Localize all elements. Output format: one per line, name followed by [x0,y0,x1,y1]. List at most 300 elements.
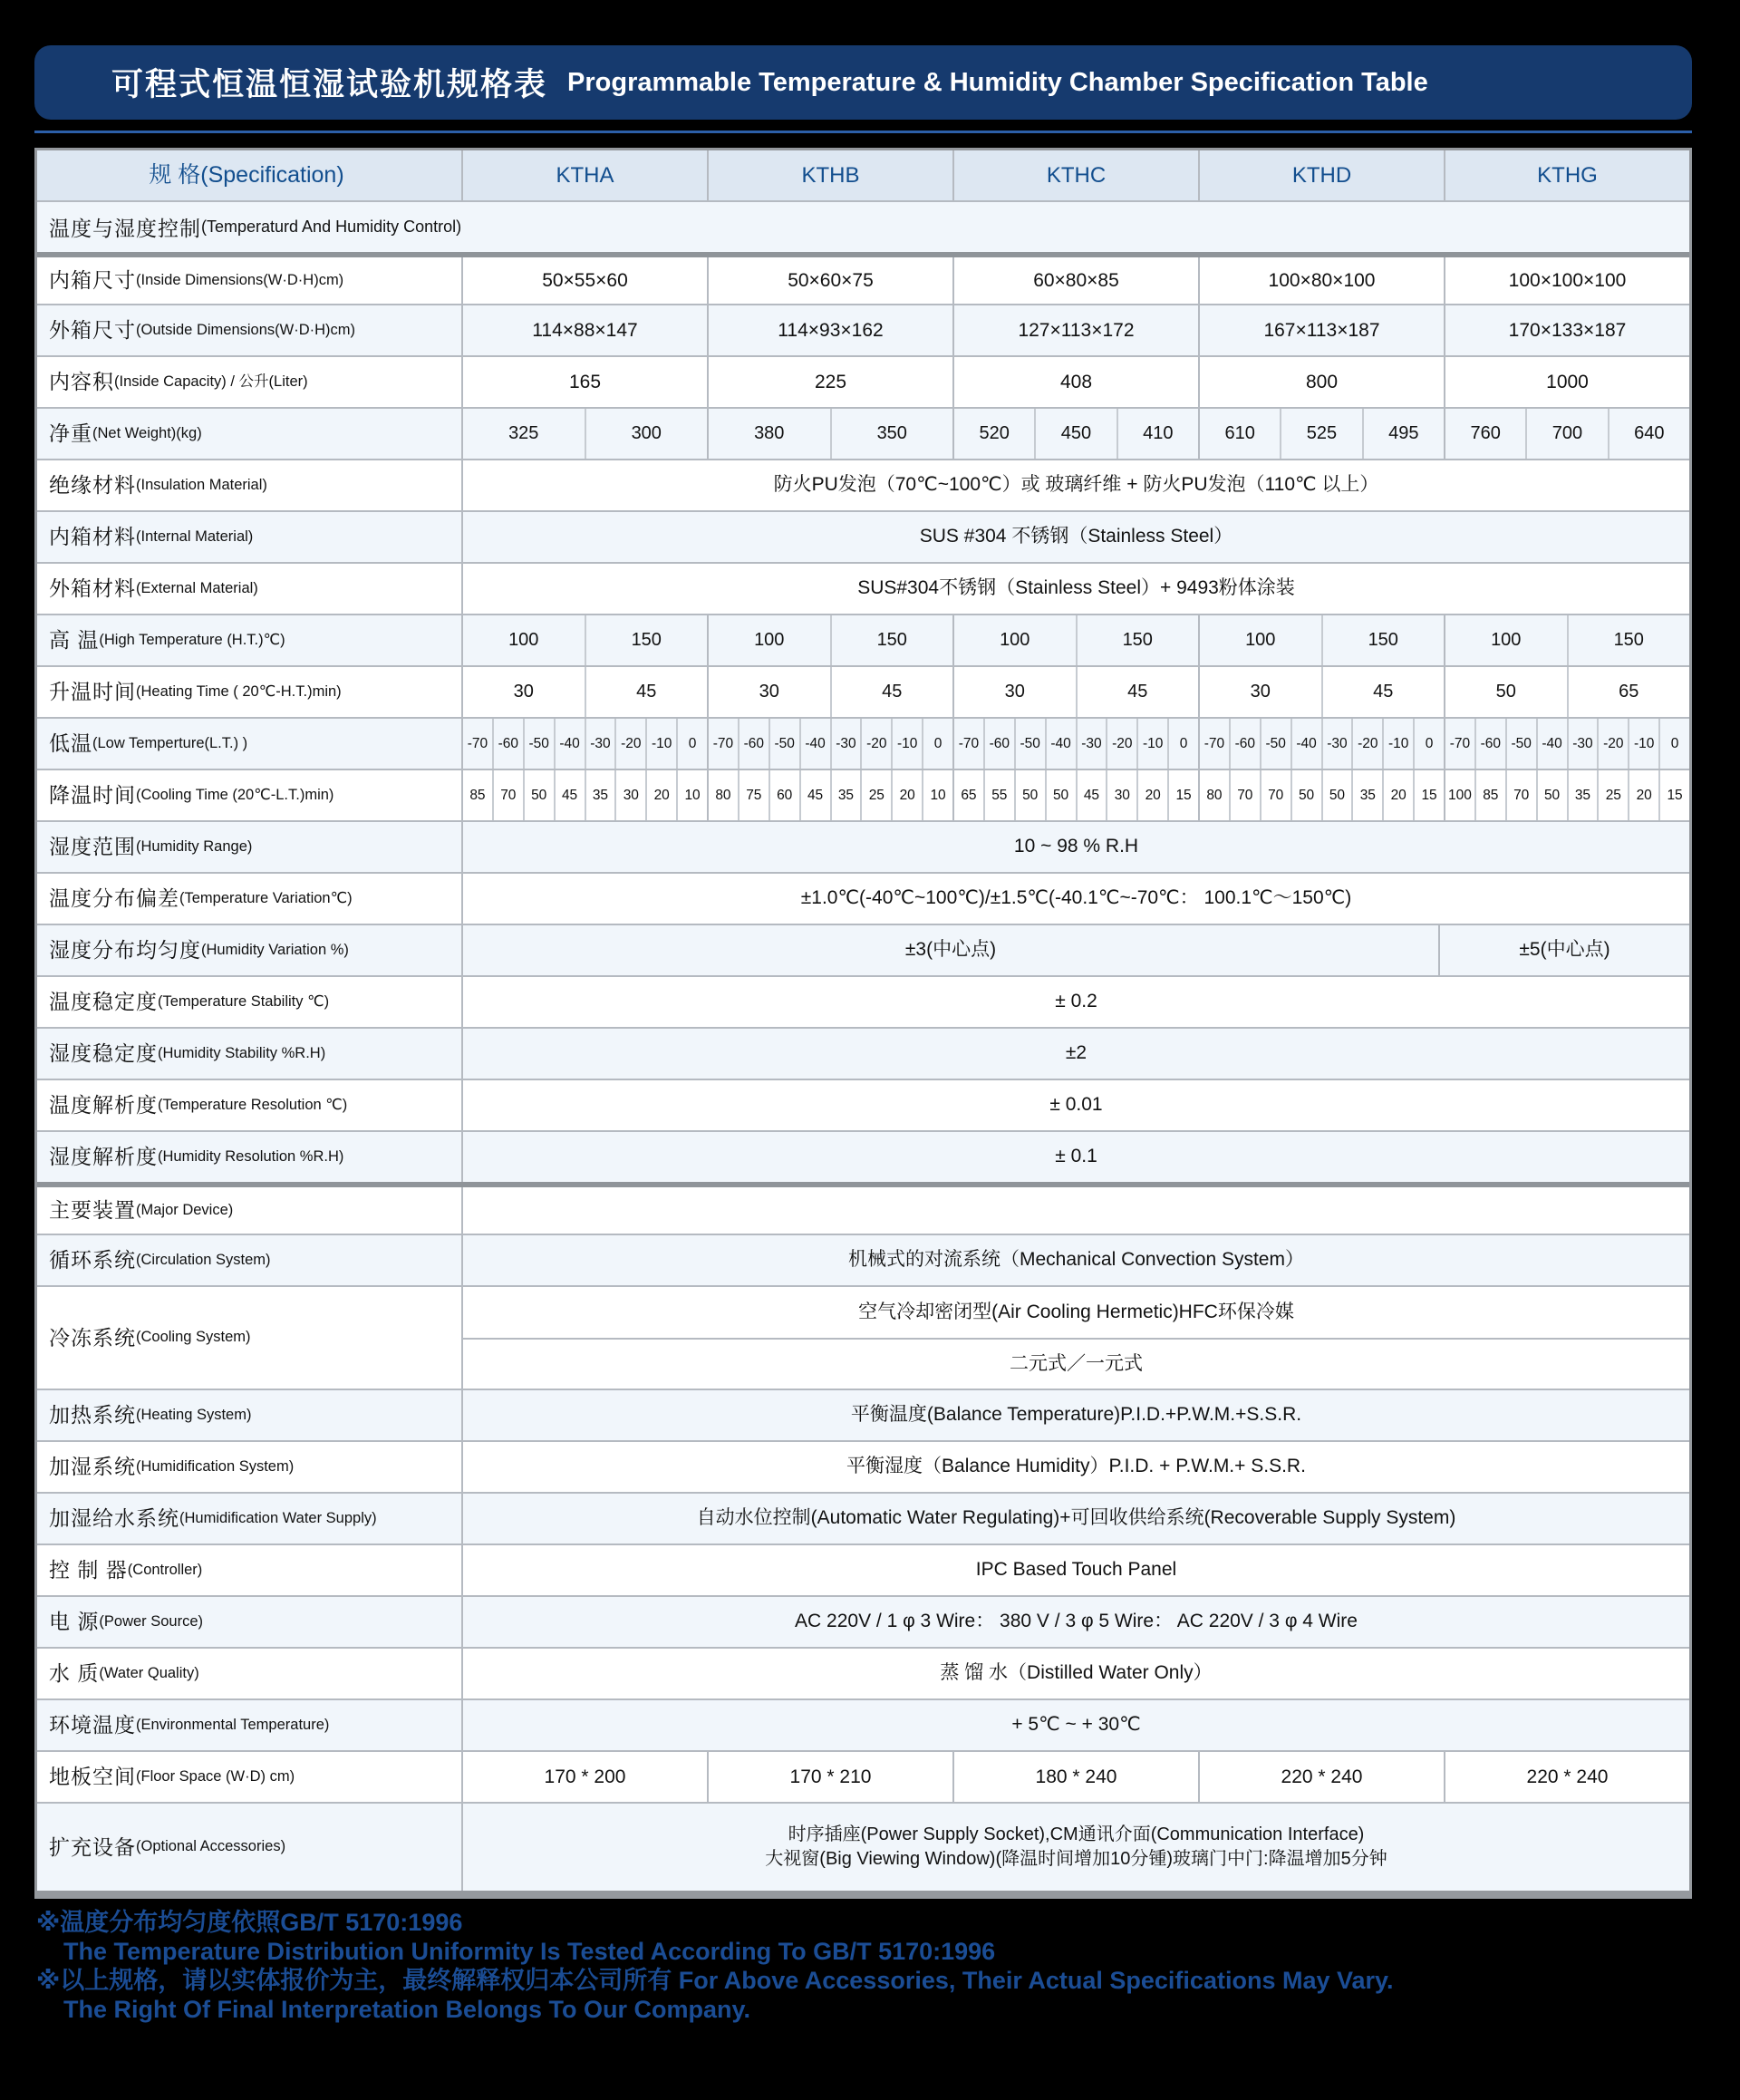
sub-value-cell: 15 [1413,770,1444,820]
value-cell: 127×113×172 [954,305,1200,355]
sub-value-cell: 150 [830,615,953,665]
table-row [37,975,1689,1027]
model-subgroup [1445,667,1689,717]
subwrap [1200,770,1444,820]
row-label [37,257,463,304]
row-label [37,564,463,614]
row-label [37,1029,463,1079]
sub-value-cell: -60 [738,719,768,769]
divider-line [34,131,1692,133]
row-label [37,305,463,355]
model-subgroup [1445,615,1689,665]
row-label [37,1080,463,1130]
row-label [37,1752,463,1802]
table-row [37,510,1689,562]
sub-value-cell: 80 [1206,787,1223,803]
row-label [37,925,463,975]
sub-value-cell: 450 [1034,409,1116,459]
row-label [37,512,463,562]
section-label-en: (Temperaturd And Humidity Control) [201,218,462,236]
sub-value-cell: -30 [1567,719,1598,769]
span-value-cell: IPC Based Touch Panel [975,1559,1177,1581]
row-label-zh: 低温 [49,731,92,756]
sub-value-cell: -70 [712,735,734,751]
subwrap [954,409,1198,459]
sub-value-cell: 100 [1491,630,1522,650]
table-row [37,1234,1689,1285]
row-label-zh: 地板空间 [49,1765,136,1789]
row-label-zh: 净重 [49,421,92,446]
row-label-zh: 加热系统 [49,1403,136,1427]
table-row [37,1285,1689,1389]
sub-value-cell: -40 [1045,719,1076,769]
row-label-en: (Environmental Temperature) [136,1716,330,1733]
row-label-en: (Humidification Water Supply) [179,1509,377,1526]
subwrap [1445,719,1689,769]
sub-value-cell: -20 [1351,719,1382,769]
model-subgroup [954,719,1200,769]
sub-value-cell: -70 [1204,735,1225,751]
model-subgroup [1445,409,1689,459]
sub-value-cell: 50 [1014,770,1045,820]
sub-value-cell: 50 [1290,770,1321,820]
row-label-zh: 控 制 器 [49,1558,128,1582]
row-label-zh: 环境温度 [49,1713,136,1737]
row-label-en: (Humidification System) [136,1457,295,1475]
footer-note: The Right Of Final Interpretation Belongs To Our Company. [63,1996,751,2023]
footer-note: ※以上规格，请以实体报价为主，最终解释权归本公司所有 For Above Accessories, Their Actual Specifications May Vary. [36,1967,1394,1994]
sub-value-cell: 80 [715,787,731,803]
value-cell: 60×80×85 [954,257,1200,304]
value-cell: 225 [709,357,954,407]
value-cell: 170 * 210 [709,1752,954,1802]
table-row [37,924,1689,975]
value-cell: 100×100×100 [1508,269,1627,291]
stack-line: 空气冷却密闭型(Air Cooling Hermetic)HFC环保冷媒 [858,1301,1294,1322]
sub-value-cell: 30 [614,770,645,820]
row-label [37,1597,463,1647]
value-cell: 114×93×162 [709,305,954,355]
row-label-zh: 主要装置 [49,1198,136,1223]
sub-value-cell: 35 [830,770,861,820]
sub-value-cell: -70 [958,735,980,751]
span-value-cell: ± 0.2 [1055,991,1097,1012]
value-cell: 800 [1200,357,1445,407]
sub-value-cell: 35 [585,770,615,820]
row-label-zh: 湿度分布均匀度 [49,938,201,963]
table-row [37,614,1689,665]
sub-value-cell: 50 [1536,770,1567,820]
model-subgroup [1445,719,1689,769]
subwrap [1200,615,1444,665]
sub-value-cell: -10 [891,719,922,769]
row-label-en: (Temperature Resolution ℃) [158,1096,348,1113]
span-value-cell: + 5℃ ~ + 30℃ [1011,1714,1141,1736]
span-value-cell: 防火PU发泡（70℃~100℃）或 玻璃纤维 + 防火PU发泡（110℃ 以上） [773,474,1379,496]
row-label-en: (Low Temperture(L.T.) ) [92,734,248,751]
sub-value-cell: -60 [492,719,523,769]
sub-value-cell: -20 [614,719,645,769]
sub-value-cell: 35 [1567,770,1598,820]
subwrap [709,719,952,769]
sub-value-cell: 325 [508,423,539,443]
row-label-en: (Cooling System) [136,1329,251,1346]
row-label [37,1442,463,1492]
sub-value-cell: 30 [1250,682,1271,702]
span-value-cell: 平衡湿度（Balance Humidity）P.I.D. + P.W.M.+ S.S.R. [846,1456,1306,1477]
sub-value-cell: 30 [513,682,534,702]
sub-value-cell: 640 [1608,409,1689,459]
value-cell: 167×113×187 [1200,305,1445,355]
table-row [37,562,1689,614]
row-label-zh: 内箱材料 [49,525,136,549]
subwrap [1445,615,1689,665]
subwrap [1200,667,1444,717]
section-label-zh: 温度与湿度控制 [49,217,201,240]
sub-value-cell: 45 [585,667,708,717]
sub-value-cell: 70 [1260,770,1290,820]
subwrap [463,615,707,665]
sub-value-cell: 10 [922,770,952,820]
row-label-en: (Optional Accessories) [136,1838,286,1855]
row-label [37,1700,463,1750]
row-label-en: (Inside Capacity) / 公升(Liter) [114,373,308,390]
row-label [37,615,463,665]
spec-header-label: 规 格(Specification) [149,162,344,189]
sub-value-cell: 0 [676,719,707,769]
sub-value-cell: 700 [1525,409,1607,459]
row-label-en: (Insulation Material) [136,476,267,493]
table-row [37,459,1689,510]
row-label-en: (External Material) [136,579,258,596]
stack-cell [463,1287,1689,1389]
model-subgroup [954,615,1200,665]
sub-value-cell: 525 [1280,409,1361,459]
row-label [37,1235,463,1285]
row-label-en: (Power Source) [99,1612,204,1630]
table-row [37,1802,1689,1891]
model-subgroup [709,615,954,665]
sub-value-cell: 50 [523,770,554,820]
row-label-en: (Major Device) [136,1201,234,1218]
span-value-cell: 平衡温度(Balance Temperature)P.I.D.+P.W.M.+S.S.R. [850,1404,1302,1426]
row-label-en: (Outside Dimensions(W·D·H)cm) [136,321,356,338]
sub-value-cell: 100 [754,630,785,650]
sub-value-cell: 45 [830,667,953,717]
section-cell [37,202,1689,252]
sub-value-cell: 760 [1470,423,1501,443]
sub-value-cell: 50 [1045,770,1076,820]
value-cell: 114×88×147 [463,305,709,355]
row-label [37,1390,463,1440]
sub-value-cell: 70 [1229,770,1260,820]
sub-value-cell: -20 [1106,719,1136,769]
row-label-en: (Controller) [127,1561,203,1578]
row-label-zh: 内箱尺寸 [49,268,136,293]
sub-value-cell: -30 [585,719,615,769]
table-row [37,717,1689,769]
sub-value-cell: -60 [983,719,1014,769]
table-row [37,1698,1689,1750]
sub-value-cell: 45 [554,770,585,820]
table-row [37,1389,1689,1440]
sub-value-cell: 75 [738,770,768,820]
sub-value-cell: -20 [1597,719,1628,769]
footer-note: The Temperature Distribution Uniformity Is Tested According To GB/T 5170:1996 [63,1938,996,1965]
row-label-en: (Cooling Time (20℃-L.T.)min) [136,786,334,803]
stackwrap [463,1287,1689,1389]
row-label-en: (Inside Dimensions(W·D·H)cm) [136,271,344,288]
sub-value-cell: -40 [799,719,830,769]
sub-value-cell: 20 [891,770,922,820]
sub-value-cell: -50 [1260,719,1290,769]
table-row [37,304,1689,355]
span-value-cell [463,1187,1689,1234]
row-label-en: (Temperature Stability ℃) [158,992,330,1010]
value-cell: 170×133×187 [1508,319,1627,341]
row-label [37,1545,463,1595]
sub-value-cell: 60 [768,770,799,820]
model-header-KTHB: KTHB [709,150,954,200]
subwrap [954,667,1198,717]
row-label-zh: 外箱材料 [49,576,136,601]
model-subgroup [1200,719,1445,769]
sub-value-cell: 100 [1448,787,1472,803]
row-label-en: (Humidity Stability %R.H) [158,1044,326,1061]
span-line: 大视窗(Big Viewing Window)(降温时间增加10分锺)玻璃门中门:降温增加5分钟 [765,1849,1387,1869]
row-label [37,1804,463,1891]
span-line: 时序插座(Power Supply Socket),CM通讯介面(Communication Interface) [788,1824,1365,1844]
sub-value-cell: -40 [554,719,585,769]
value-cell: 408 [954,357,1200,407]
title-banner [34,45,1692,120]
value-cell: 50×60×75 [709,257,954,304]
sub-value-cell: 15 [1658,770,1689,820]
sub-value-cell: 45 [1076,667,1199,717]
subwrap [1200,719,1444,769]
sub-value-cell: 610 [1224,423,1255,443]
subwrap [1200,409,1444,459]
row-label-zh: 循环系统 [49,1248,136,1273]
sub-value-cell: 20 [1628,770,1658,820]
sub-value-cell: 65 [1567,667,1690,717]
row-label-zh: 温度稳定度 [49,990,158,1014]
table-row [37,1492,1689,1544]
row-label-zh: 外箱尺寸 [49,318,136,343]
row-label-en: (Heating System) [136,1406,252,1423]
sub-value-cell: 10 [676,770,707,820]
model-subgroup [709,667,954,717]
sub-value-cell: 65 [961,787,977,803]
sub-value-cell: 15 [1167,770,1198,820]
span-value-cell: 蒸 馏 水（Distilled Water Only） [940,1662,1213,1684]
sub-value-cell: -30 [830,719,861,769]
row-label-en: (Humidity Range) [136,837,253,855]
sub-value-cell: 0 [1413,719,1444,769]
sub-value-cell: 70 [492,770,523,820]
span-value-cell: 10 ~ 98 % R.H [1013,836,1139,857]
row-label-en: (Circulation System) [136,1251,271,1268]
sub-value-cell: 410 [1116,409,1198,459]
table-row [37,1440,1689,1492]
model-subgroup [1200,770,1445,820]
span-value-cell: SUS #304 不锈钢（Stainless Steel） [919,526,1233,547]
sub-value-cell: 25 [1597,770,1628,820]
value-cell: 220 * 240 [1526,1766,1609,1787]
row-label [37,822,463,872]
model-subgroup [1200,409,1445,459]
sub-value-cell: 45 [799,770,830,820]
sub-value-cell: 150 [585,615,708,665]
row-label [37,874,463,924]
table-row [37,1182,1689,1234]
sub-value-cell: 25 [860,770,891,820]
model-header-KTHG: KTHG [1537,162,1598,188]
sub-value-cell: 0 [1658,719,1689,769]
sub-value-cell: -20 [860,719,891,769]
sub-value-cell: 150 [1076,615,1199,665]
span-value-cell: SUS#304不锈钢（Stainless Steel）+ 9493粉体涂装 [857,577,1295,599]
sub-value-cell: 0 [922,719,952,769]
model-subgroup [954,667,1200,717]
subwrap [463,719,707,769]
model-subgroup [463,719,709,769]
row-label [37,667,463,717]
model-subgroup [1200,667,1445,717]
model-subgroup [463,409,709,459]
subwrap [954,719,1198,769]
table-row [37,1079,1689,1130]
row-label [37,1132,463,1182]
span-value-cell [463,1804,1689,1891]
row-label-en: (Temperature Variation℃) [179,889,353,906]
table-row [37,1130,1689,1182]
model-subgroup [463,667,709,717]
sub-value-cell: -50 [523,719,554,769]
table-row [37,252,1689,304]
value-cell: 50×55×60 [463,257,709,304]
span-value-cell: 自动水位控制(Automatic Water Regulating)+可回收供给系统(Recoverable Supply System) [696,1507,1456,1529]
value-cell: 170 * 200 [463,1752,709,1802]
row-label-en: (Heating Time ( 20℃-H.T.)min) [136,682,342,700]
sub-value-cell: -30 [1321,719,1352,769]
row-label-en: (Net Weight)(kg) [92,424,202,441]
row-label [37,460,463,510]
model-subgroup [709,409,954,459]
sub-value-cell: 20 [645,770,676,820]
row-label-zh: 降温时间 [49,783,136,808]
table-row [37,407,1689,459]
sub-value-cell: -40 [1290,719,1321,769]
subwrap [954,615,1198,665]
sub-value-cell: -10 [645,719,676,769]
model-subgroup [463,615,709,665]
model-header-KTHC: KTHC [954,150,1200,200]
table-row [37,820,1689,872]
span-value-cell: ±1.0℃(-40℃~100℃)/±1.5℃(-40.1℃~-70℃： 100.1℃～150℃) [800,887,1352,909]
row-label [37,770,463,820]
footer-notes [36,1908,1694,2024]
sub-value-cell: -60 [1229,719,1260,769]
spec-header-cell [37,150,463,200]
table-row [37,769,1689,820]
subwrap [1445,409,1689,459]
sub-value-cell: 100 [508,630,539,650]
row-label [37,977,463,1027]
table-row [37,1647,1689,1698]
table-row [37,1027,1689,1079]
sub-value-cell: 50 [1321,770,1352,820]
table-row [37,872,1689,924]
sub-value-cell: -10 [1136,719,1167,769]
span-value-cell: ± 0.1 [1055,1146,1097,1167]
sub-value-cell: -10 [1382,719,1413,769]
subwrap [709,615,952,665]
row-label-en: (Floor Space (W·D) cm) [136,1767,295,1785]
subwrap [463,409,707,459]
value-cell: 220 * 240 [1200,1752,1445,1802]
sub-value-cell: 520 [979,423,1010,443]
row-label-zh: 加湿给水系统 [49,1506,179,1531]
row-label-zh: 冷冻系统 [49,1325,136,1350]
row-label-zh: 高 温 [49,628,100,653]
sub-value-cell: 150 [1321,615,1445,665]
sub-value-cell: -30 [1076,719,1107,769]
span-value-cell: ±2 [1065,1042,1088,1064]
row-label [37,409,463,459]
row-label [37,1287,463,1389]
row-label-zh: 湿度解析度 [49,1145,158,1169]
sub-value-cell: 300 [585,409,708,459]
row-label-zh: 扩充设备 [49,1834,136,1859]
value-cell: 180 * 240 [954,1752,1200,1802]
row-label-zh: 内容积 [49,370,114,394]
row-label-en: (Water Quality) [99,1664,199,1681]
subwrap [463,667,707,717]
sub-value-cell: 30 [1004,682,1025,702]
span-value-cell: 机械式的对流系统（Mechanical Convection System） [848,1249,1304,1271]
model-subgroup [709,770,954,820]
sub-value-cell: -10 [1628,719,1658,769]
span-value-cell: AC 220V / 1 φ 3 Wire： 380 V / 3 φ 5 Wire： AC 220V / 3 φ 4 Wire [795,1611,1358,1632]
table-row [37,355,1689,407]
sub-value-cell: -50 [768,719,799,769]
sub-value-cell: -70 [467,735,488,751]
model-subgroup [954,770,1200,820]
row-label-zh: 升温时间 [49,680,136,704]
row-label-en: (Humidity Variation %) [201,941,349,958]
sub-value-cell: 70 [1505,770,1536,820]
sub-value-cell: 380 [754,423,785,443]
sub-value-cell: 35 [1351,770,1382,820]
model-subgroup [1445,770,1689,820]
stack-line: 二元式／一元式 [463,1338,1689,1389]
model-subgroup [709,719,954,769]
subwrap [709,409,952,459]
subwrap [709,667,952,717]
model-header-KTHA: KTHA [463,150,709,200]
sub-value-cell: 350 [830,409,953,459]
subwrap [1445,770,1689,820]
row-label-zh: 温度分布偏差 [49,886,179,911]
row-label-en: (Humidity Resolution %R.H) [158,1147,344,1165]
subwrap [463,770,707,820]
model-subgroup [954,409,1200,459]
row-label-en: (Internal Material) [136,527,254,545]
sub-value-cell: 85 [1474,770,1505,820]
page-title-zh: 可程式恒温恒湿试验机规格表 [111,67,548,102]
sub-value-cell: 100 [1245,630,1276,650]
